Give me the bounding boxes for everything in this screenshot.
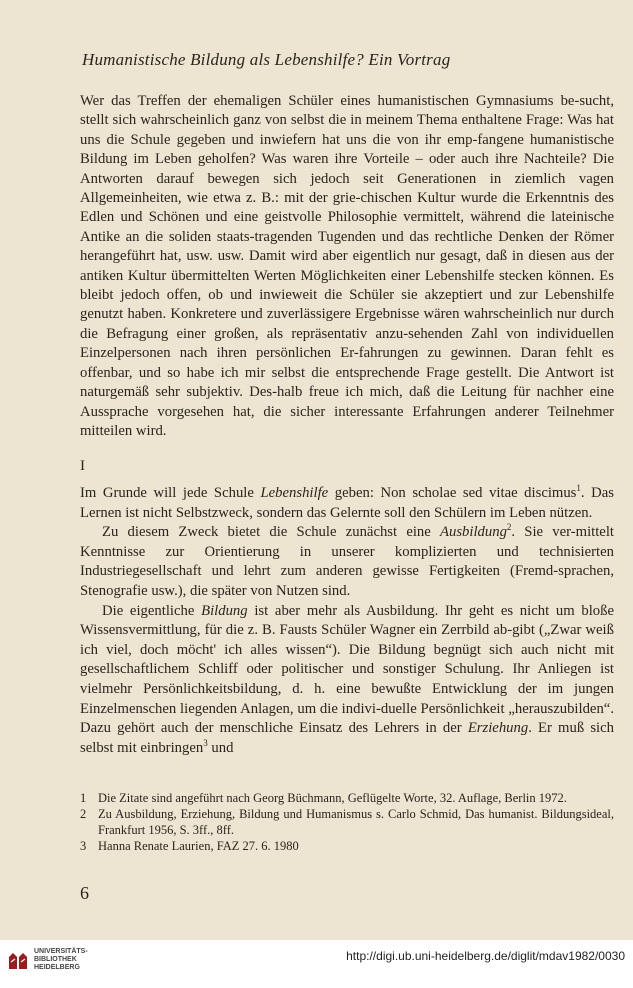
viewer-footer [0,940,633,988]
emphasis-lebenshilfe: Lebenshilfe [260,485,329,501]
footnote-number: 3 [80,839,87,853]
emphasis-erziehung: Erziehung [467,720,529,737]
library-name-line: HEIDELBERG [34,964,80,971]
section-paragraph-3 [80,602,614,759]
library-logo[interactable] [6,948,88,972]
text-run: Im Grunde will jede Schule [80,485,261,501]
text-run: . Das Lernen ist nicht Selbstzweck, sondern das Gelernte soll den Schülern im Leben nützen. [80,485,614,521]
footnote [80,806,614,838]
text-run: ist aber mehr als Ausbildung. Ihr geht es nicht um bloße Wissensvermittlung, für die z. B. Fausts Schüler Wagner ein Zerrbild ab-gibt („Zwar weiß ich viel, doch möcht' ich alles wissen“). Die Bildung begnügt sich auch nicht mit gesellschaftlichem Schliff oder politischer und sonstiger Schulung. Ihr Anliegen ist vielmehr Persönlichkeitsbildung, d. h. eine bewußte Entwicklung der im jungen Einzelmenschen liegenden Anlagen, um die indivi-duelle Persönlichkeit „herauszubilden“. Dazu gehört auch der menschliche Einsatz des Lehrers in der [80,602,615,737]
intro-paragraph [80,92,614,441]
footnote-text: Zu Ausbildung, Erziehung, Bildung und Humanismus s. Carlo Schmid, Das humanist. Bildungsideal, Frankfurt 1956, S. 3ff., 8ff. [98,807,614,837]
section-paragraph-2 [80,523,614,601]
section-number: I [80,458,85,474]
text-run: . Er muß sich selbst mit einbringen [80,720,614,756]
text-run: geben: Non scholae sed vitae discimus [328,485,577,501]
footnote-text: Die Zitate sind angeführt nach Georg Büchmann, Geflügelte Worte, 32. Auflage, Berlin 1972. [98,791,567,805]
intro-paragraph-text: Wer das Treffen der ehemaligen Schüler eines humanistischen Gymnasiums be-sucht, stellt sich wahrscheinlich ganz von selbst die in meinem Thema enthaltene Frage: Was hat uns die Schule gegeben und inwiefern hat uns die von ihr emp-fangene humanistische Bildung im Leben geholfen? Was waren ihre Vorteile – oder auch ihre Nachteile? Die Antworten darauf bewegen sich jedoch seit Generationen in ziemlich vagen Allgemeinheiten, wie etwa z. B.: mit der grie-chischen Kultur wurde die Erkenntnis des Edlen und Schönen und eine geistvolle Philosophie vermittelt, während die lateinische Antike an die soliden staats-tragenden Tugenden und das rechtliche Denken der Römer herangeführt hat, usw. usw. Damit wird aber eigentlich nur gesagt, daß in diesen aus der antiken Kultur übermittelten Werten Möglichkeiten einer Lebenshilfe stecken können. Es bleibt jedoch offen, ob und inwieweit die Schüler sie akzeptiert und zur Lebenshilfe genutzt haben. Konkretere und zuverlässigere Ergebnisse wären wahrscheinlich nur durch die Befragung einer großen, als repräsentativ anzu-sehenden Zahl von individuellen Einzelpersonen nach ihren persönlichen Er-fahrungen zu gewinnen. Daran fehlt es offenbar, und so habe ich mir selbst die entsprechende Frage gestellt. Die Antwort ist naturgemäß sehr subjektiv. Des-halb freue ich mich, daß die Leitung für nachher eine Aussprache vorgesehen hat, die sicher interessante Erfahrungen anderer Teilnehmer mitteilen wird. [80,93,614,439]
text-run: Zu diesem Zweck bietet die Schule zunächst eine [102,524,440,541]
text-run: Die eigentliche [102,602,202,619]
footnote-number: 2 [80,807,87,821]
footnote-text: Hanna Renate Laurien, FAZ 27. 6. 1980 [98,839,299,853]
footnote-number: 1 [80,791,87,805]
library-name [34,948,88,972]
footnote-ref-3[interactable]: 3 [203,737,208,748]
section-paragraph-1 [80,484,614,523]
text-run: und [207,739,234,756]
emphasis-bildung: Bildung [201,602,248,619]
text-run: . Sie ver-mittelt Kenntnisse zur Orientierung in unserer komplizierten und technisierten Industriegesellschaft und lehrt zum anderen gewisse Fertigkeiten (Fremd-sprachen, Stenografie usw.), die später von Nutzen sind. [80,524,614,599]
emphasis-ausbildung: Ausbildung [440,524,507,541]
footnote [80,838,614,854]
footnotes [80,790,614,854]
footnote-ref-1[interactable]: 1 [576,483,581,493]
page-number: 6 [80,883,89,903]
library-name-line: UNIVERSITÄTS- [34,948,88,955]
footnote [80,790,614,806]
running-header: Humanistische Bildung als Lebenshilfe? Ein Vortrag [82,50,451,69]
permalink-url[interactable]: http://digi.ub.uni-heidelberg.de/diglit/mdav1982/0030 [346,949,625,963]
footnote-ref-2[interactable]: 2 [506,522,512,533]
library-crest-icon [6,948,30,972]
section-body [80,484,614,758]
library-name-line: BIBLIOTHEK [34,956,77,963]
